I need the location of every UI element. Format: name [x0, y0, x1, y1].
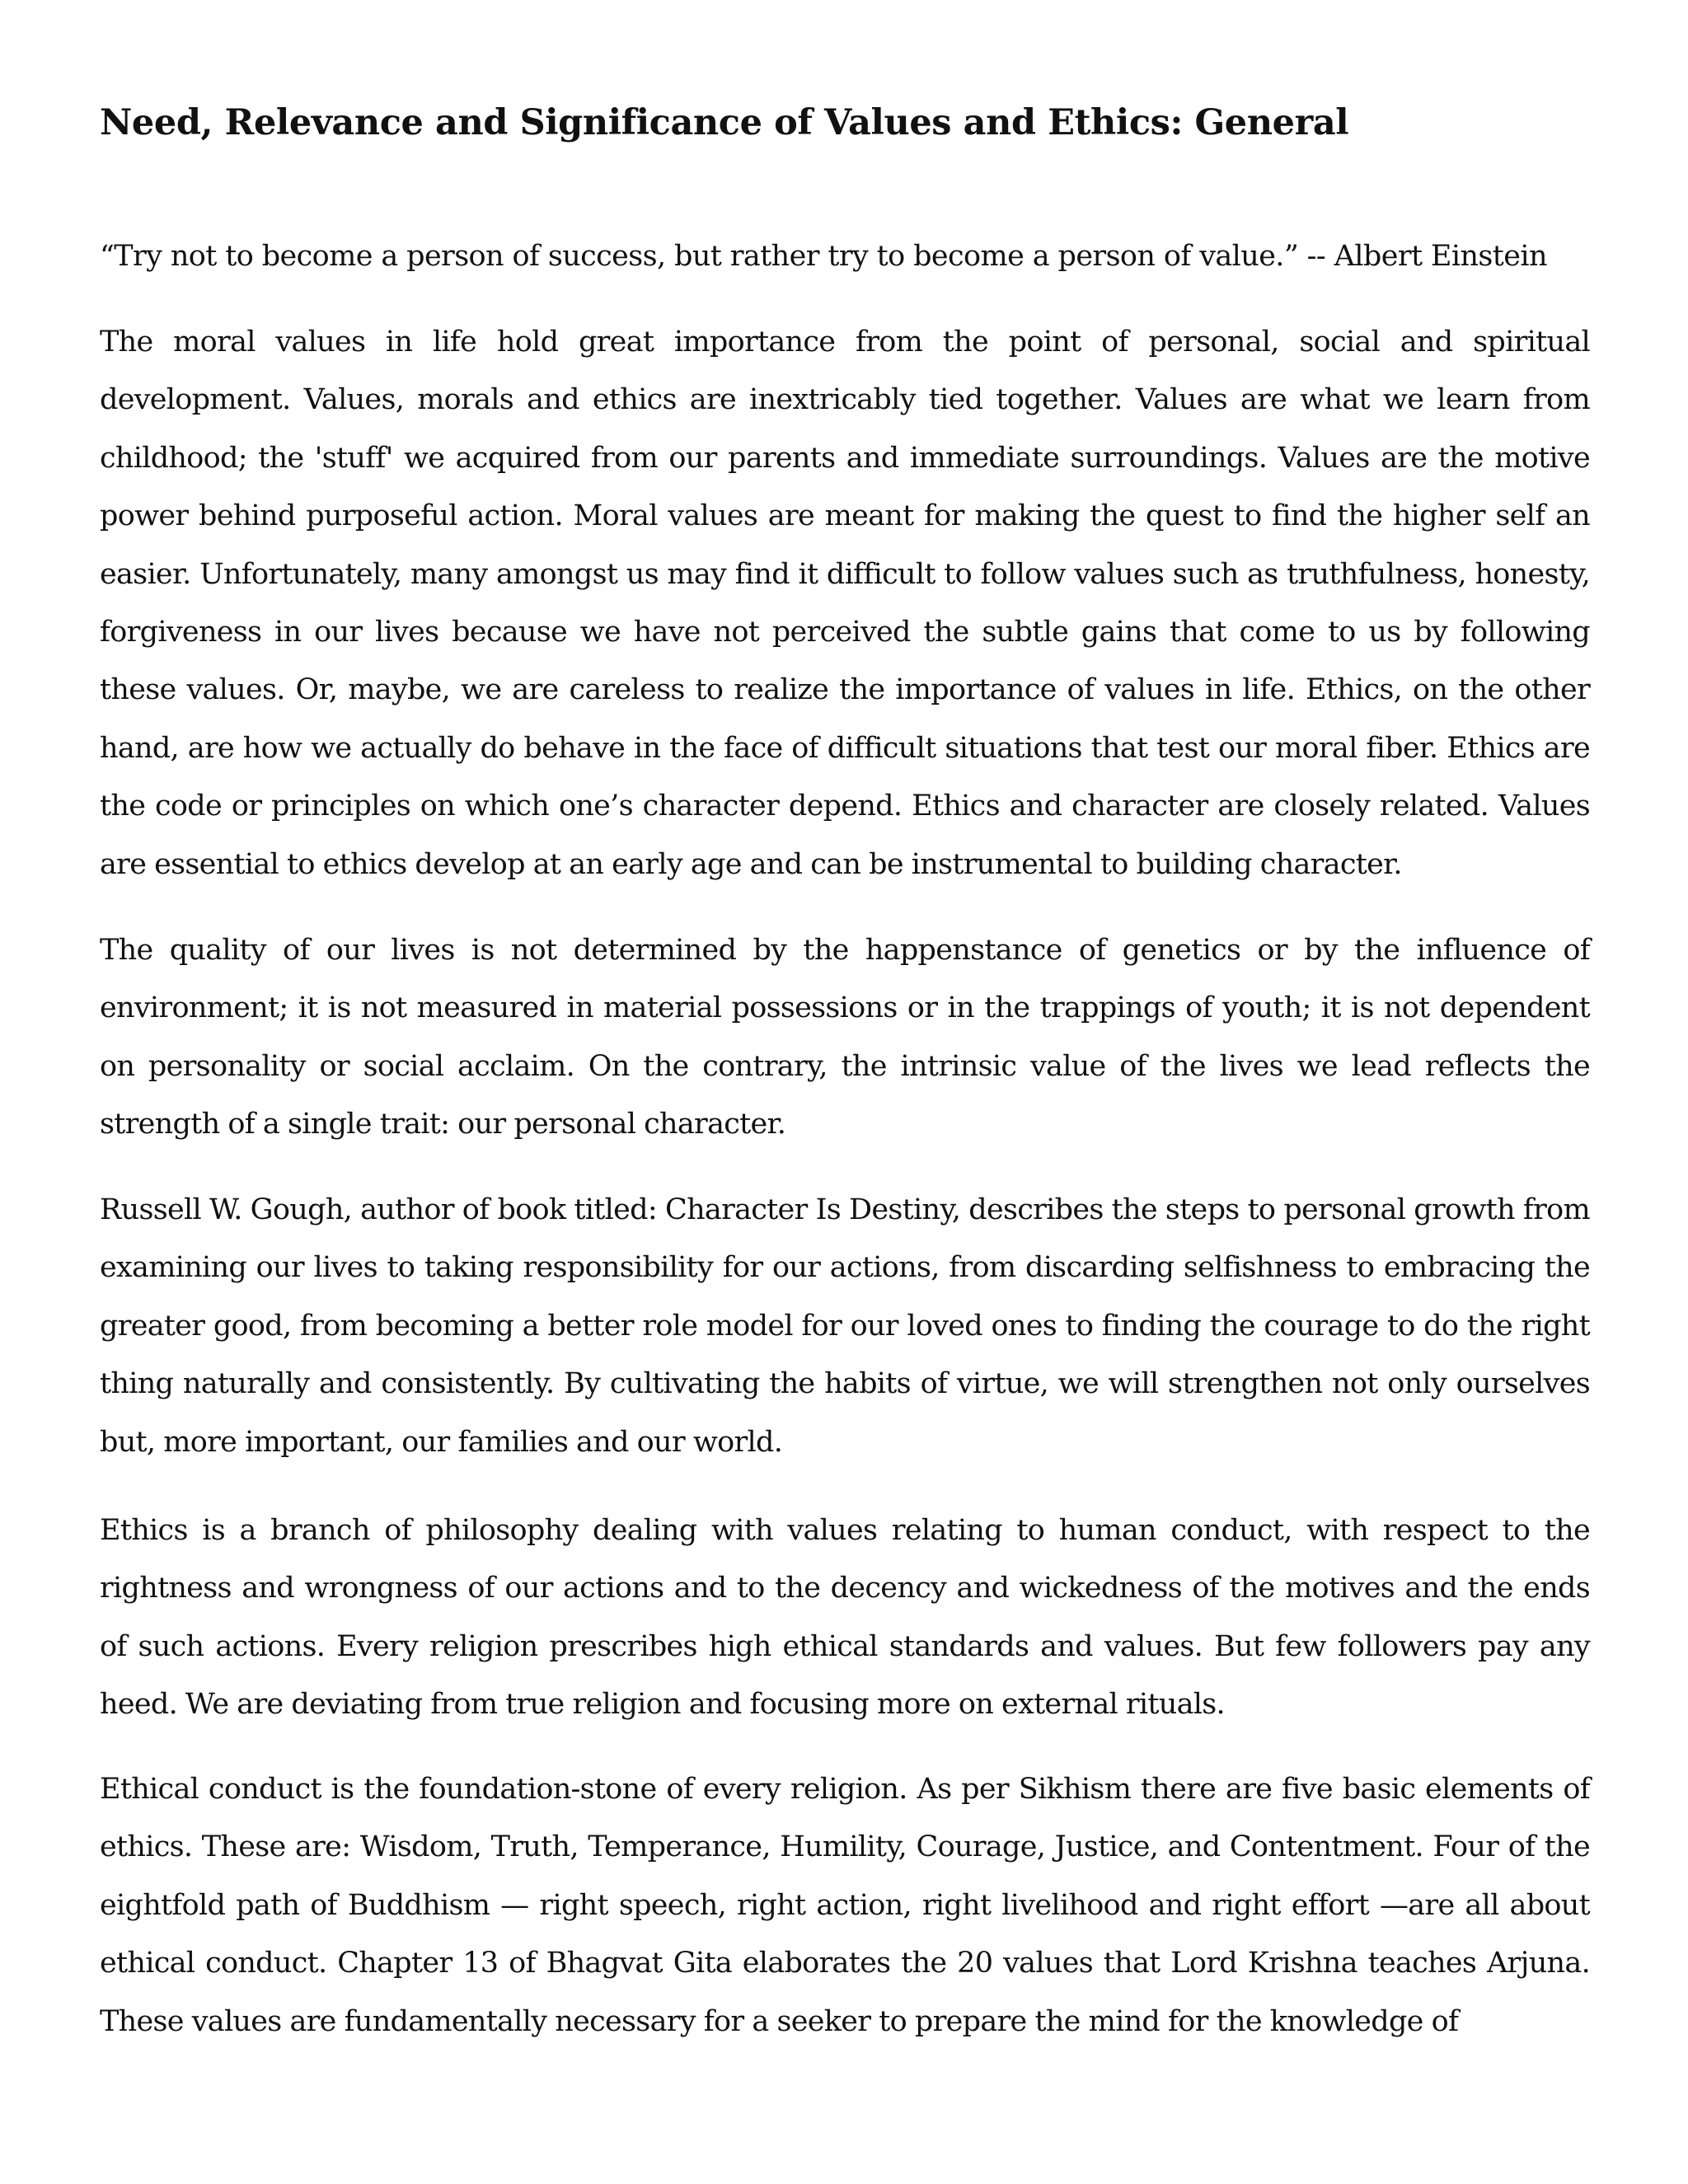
- einstein-quote: “Try not to become a person of success, but rather try to become a person of value.” -- Albert Einstein: [100, 240, 1547, 273]
- paragraph-values-morals-ethics: The moral values in life hold great importance from the point of personal, social and spiritual development. Values, morals and ethics are inextricably tied together. Values are what we learn from childhood; the 'stuff' we acquired from our parents and immediate surroundings. Values are the motive power behind purposeful action. Moral values are meant for making the quest to find the higher self an easier. Unfortunately, many amongst us may find it difficult to follow values such as truthfulness, honesty, forgiveness in our lives because we have not perceived the subtle gains that come to us by following these values. Or, maybe, we are careless to realize the importance of values in life. Ethics, on the other hand, are how we actually do behave in the face of difficult situations that test our moral fiber. Ethics are the code or principles on which one’s character depend. Ethics and character are closely related. Values are essential to ethics develop at an early age and can be instrumental to building character.: [100, 326, 1590, 881]
- paragraph-quality-of-lives: The quality of our lives is not determined by the happenstance of genetics or by the influence of environment; it is not measured in material possessions or in the trappings of youth; it is not dependent on personality or social acclaim. On the contrary, the intrinsic value of the lives we lead reflects the strength of a single trait: our personal character.: [100, 934, 1590, 1141]
- paragraph-russell-gough: Russell W. Gough, author of book titled: Character Is Destiny, describes the steps to personal growth from examining our lives to taking responsibility for our actions, from discarding selfishness to embracing the greater good, from becoming a better role model for our loved ones to finding the courage to do the right thing naturally and consistently. By cultivating the habits of virtue, we will strengthen not only ourselves but, more important, our families and our world.: [100, 1193, 1590, 1459]
- paragraph-ethical-conduct-religion: Ethical conduct is the foundation-stone of every religion. As per Sikhism there are five basic elements of ethics. These are: Wisdom, Truth, Temperance, Humility, Courage, Justice, and Contentment. Four of the eightfold path of Buddhism — right speech, right action, right livelihood and right effort —are all about ethical conduct. Chapter 13 of Bhagvat Gita elaborates the 20 values that Lord Krishna teaches Arjuna. These values are fundamentally necessary for a seeker to prepare the mind for the knowledge of: [100, 1773, 1590, 2038]
- document-title: Need, Relevance and Significance of Values and Ethics: General: [100, 102, 1349, 143]
- paragraph-ethics-philosophy: Ethics is a branch of philosophy dealing with values relating to human conduct, with respect to the rightness and wrongness of our actions and to the decency and wickedness of the motives and the ends of such actions. Every religion prescribes high ethical standards and values. But few followers pay any heed. We are deviating from true religion and focusing more on external rituals.: [100, 1514, 1590, 1722]
